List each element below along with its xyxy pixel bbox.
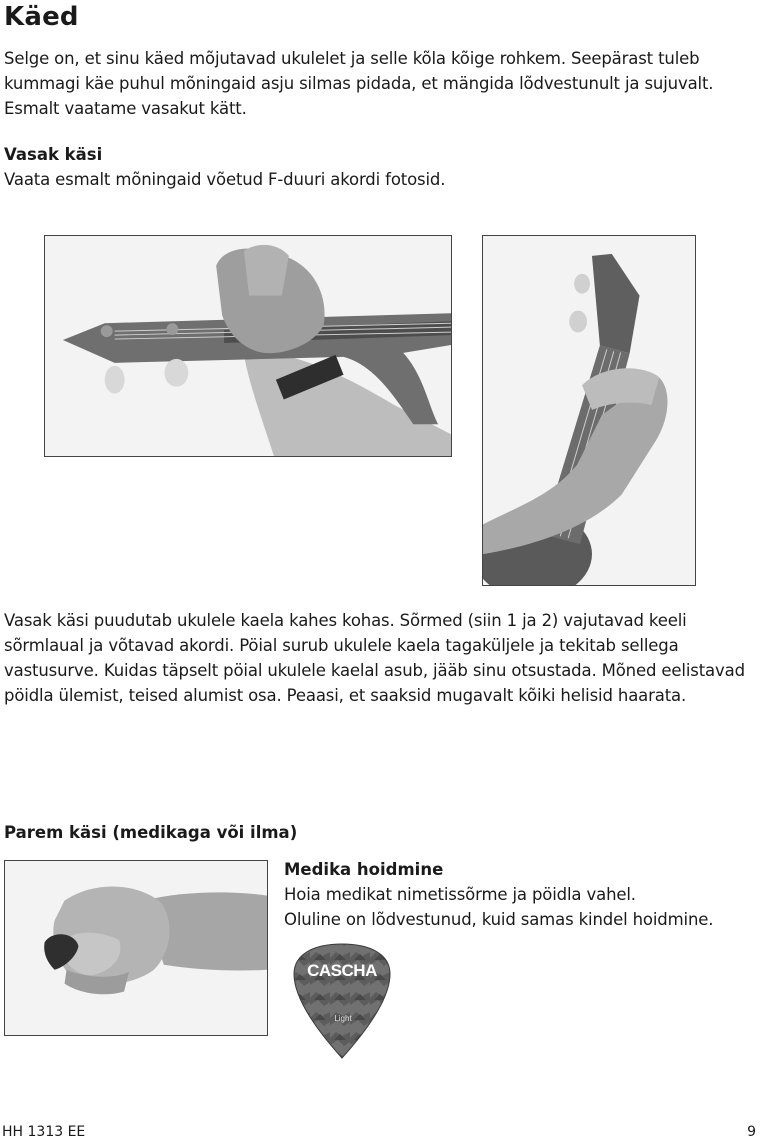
page-title: Käed — [4, 2, 79, 32]
page-number: 9 — [747, 1124, 756, 1140]
ukulele-side-illustration — [483, 236, 695, 585]
ukulele-front-illustration — [45, 236, 451, 456]
cascha-pick — [290, 940, 394, 1062]
pick-shape-icon — [290, 940, 394, 1062]
left-hand-heading: Vasak käsi — [4, 145, 103, 164]
pick-heading: Medika hoidmine — [284, 860, 444, 879]
pick-brand: CASCHA — [307, 961, 377, 980]
right-hand-heading: Parem käsi (medikaga või ilma) — [4, 823, 298, 842]
hand-pick-illustration — [5, 861, 267, 1035]
pick-gauge: Light — [334, 1014, 352, 1023]
photo-pick-grip — [4, 860, 268, 1036]
left-hand-body: Vasak käsi puudutab ukulele kaela kahes kohas. Sõrmed (siin 1 ja 2) vajutavad keeli sõrmlaual ja võtavad akordi. Pöial surub ukulele kaela tagaküljele ja tekitab sellega vastusurve. Kuidas täpselt pöial ukulele kaelal asub, jääb sinu otsustada. Mõned eelistavad pöidla ülemist, teised alumist osa. Peaasi, et saaksid mugavalt kõiki helisid haarata. — [4, 611, 745, 705]
pick-line-1: Hoia medikat nimetissõrme ja pöidla vahel. — [284, 885, 636, 904]
photo-chord-side — [482, 235, 696, 586]
footer-code: HH 1313 EE — [2, 1124, 86, 1140]
photo-chord-front — [44, 235, 452, 457]
pick-line-2: Oluline on lõdvestunud, kuid samas kindel hoidmine. — [284, 910, 714, 929]
left-hand-lead: Vaata esmalt mõningaid võetud F-duuri akordi fotosid. — [4, 170, 446, 189]
intro-paragraph: Selge on, et sinu käed mõjutavad ukulelet ja selle kõla kõige rohkem. Seepärast tuleb kummagi käe puhul mõningaid asju silmas pidada, et mängida lõdvestunult ja sujuvalt. Esmalt vaatame vasakut kätt. — [4, 49, 714, 118]
